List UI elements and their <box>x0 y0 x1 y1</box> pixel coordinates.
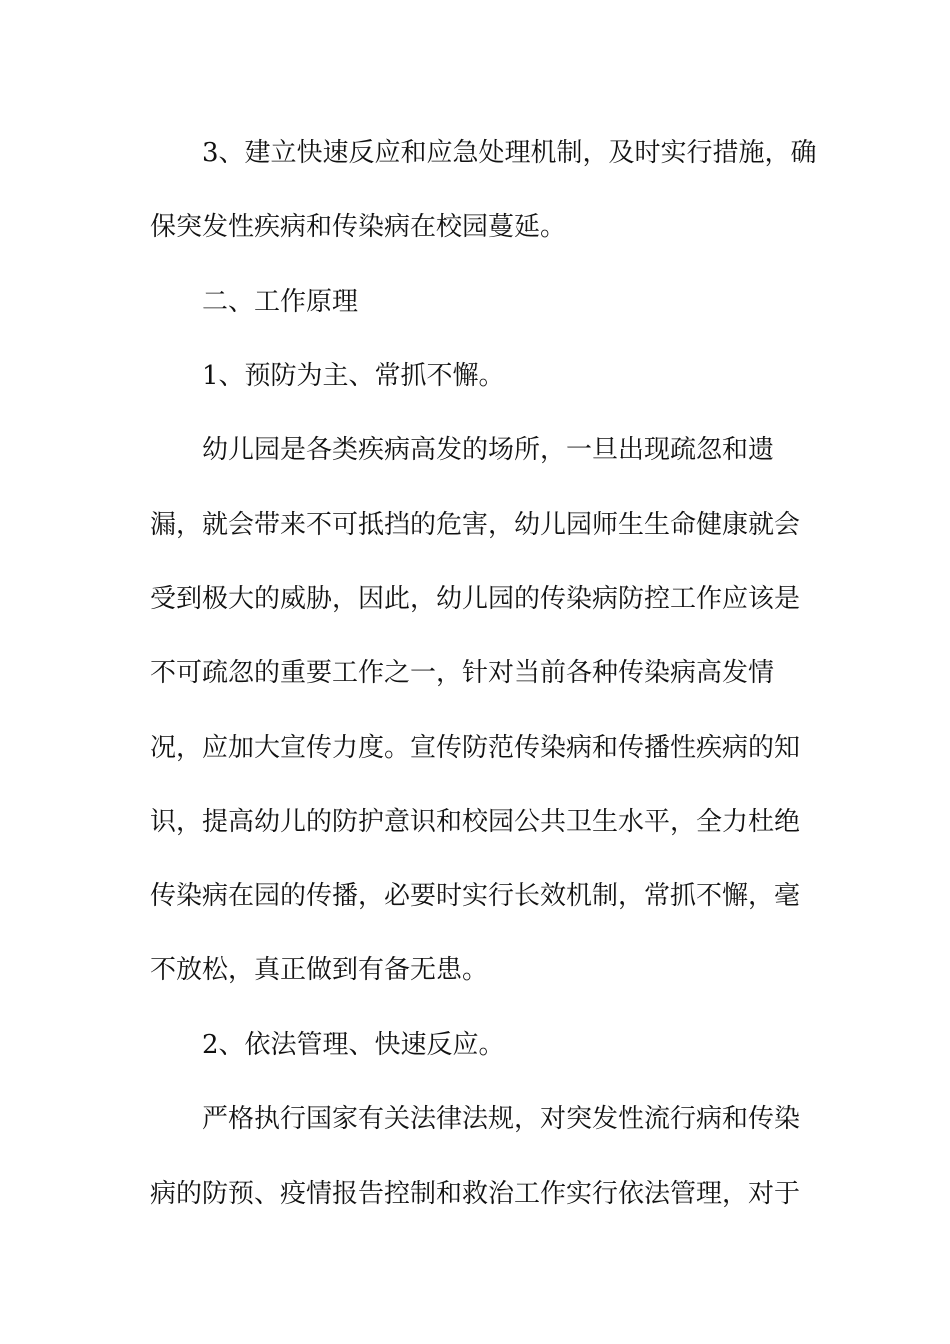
paragraph-line: 受到极大的威胁，因此，幼儿园的传染病防控工作应该是 <box>150 584 801 614</box>
paragraph-line: 识，提高幼儿的防护意识和校园公共卫生水平，全力杜绝 <box>150 807 801 837</box>
subsection-heading: 2、依法管理、快速反应。 <box>202 1030 505 1060</box>
paragraph-line: 3、建立快速反应和应急处理机制，及时实行措施，确 <box>202 138 817 168</box>
paragraph-line: 幼儿园是各类疾病高发的场所，一旦出现疏忽和遗 <box>202 435 775 465</box>
paragraph-line: 保突发性疾病和传染病在校园蔓延。 <box>150 212 567 242</box>
paragraph-line: 不可疏忽的重要工作之一，针对当前各种传染病高发情 <box>150 658 775 688</box>
subsection-heading: 1、预防为主、常抓不懈。 <box>202 361 505 391</box>
paragraph-line: 不放松，真正做到有备无患。 <box>150 955 489 985</box>
paragraph-line: 病的防预、疫情报告控制和救治工作实行依法管理，对于 <box>150 1179 801 1209</box>
paragraph-line: 况，应加大宣传力度。宣传防范传染病和传播性疾病的知 <box>150 733 801 763</box>
paragraph-line: 漏，就会带来不可抵挡的危害，幼儿园师生生命健康就会 <box>150 510 801 540</box>
paragraph-line: 传染病在园的传播，必要时实行长效机制，常抓不懈，毫 <box>150 881 801 911</box>
paragraph-line: 严格执行国家有关法律法规，对突发性流行病和传染 <box>202 1104 801 1134</box>
section-heading: 二、工作原理 <box>202 287 359 317</box>
